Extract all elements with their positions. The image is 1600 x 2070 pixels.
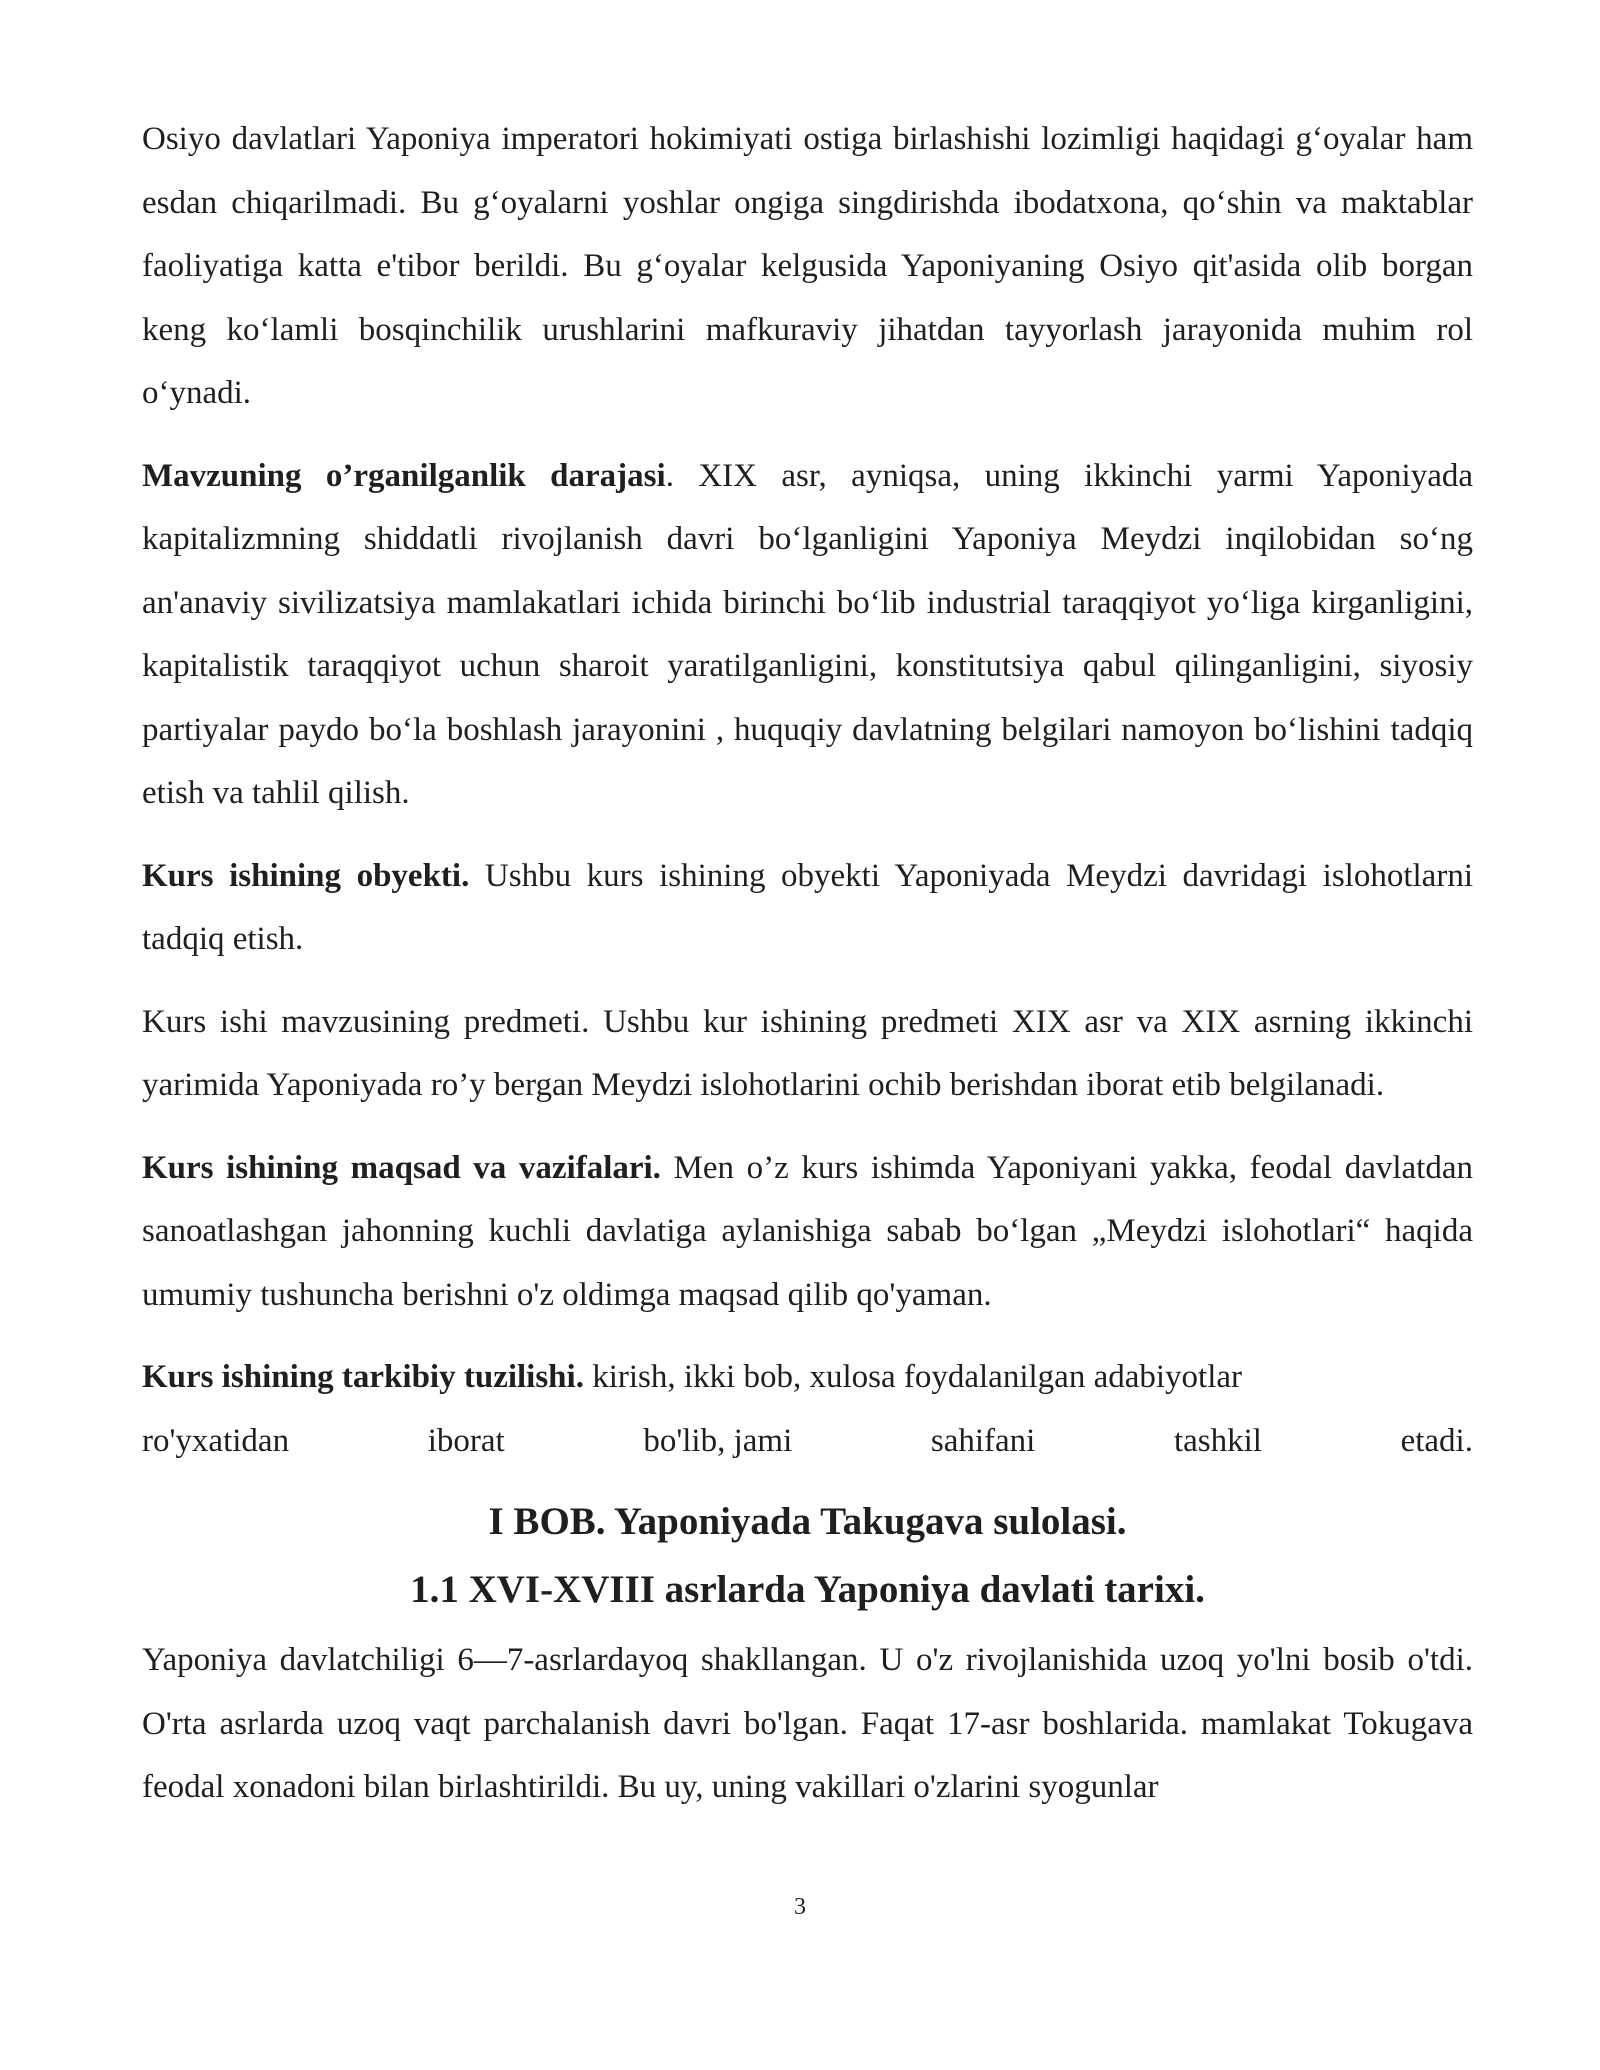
paragraph-heading-structure: Kurs ishining tarkibiy tuzilishi. xyxy=(142,1359,584,1395)
structure-word: ro'yxatidan xyxy=(142,1422,290,1459)
paragraph-text-structure: kirish, ikki bob, xulosa foydalanilgan adabiyotlar xyxy=(583,1359,1243,1395)
paragraph-history: Yaponiya davlatchiligi 6—7-asrlardayoq shakllangan. U o'z rivojlanishida uzoq yo'lni bosib o'tdi. O'rta asrlarda uzoq vaqt parchalanish davri bo'lgan. Faqat 17-asr boshlarida. mamlakat Tokugava feodal xonadoni bilan birlashtirildi. Bu uy, uning vakillari o'zlarini syogunlar xyxy=(142,1642,1473,1805)
paragraph-structure xyxy=(142,1346,1473,1410)
paragraph-structure-last-line xyxy=(142,1410,1473,1474)
paragraph-object xyxy=(142,845,1473,972)
paragraph-text-object: Ushbu kurs ishining obyekti Yaponiyada Meydzi davridagi islohotlarni tadqiq etish. xyxy=(142,857,1473,957)
paragraph-text-goals: Men o’z kurs ishimda Yaponiyani yakka, feodal davlatdan sanoatlashgan jahonning kuchli davlatiga aylanishiga sabab bo‘lgan „Meydzi islohotlari“ haqida umumiy tushuncha berishni o'z oldimga maqsad qilib qo'yaman. xyxy=(142,1149,1473,1313)
page-body xyxy=(142,108,1473,1820)
paragraph-heading-object: Kurs ishining obyekti. xyxy=(142,857,470,894)
paragraph-intro: Osiyo davlatlari Yaponiya imperatori hokimiyati ostiga birlashishi lozimligi haqidagi g‘oyalar ham esdan chiqarilmadi. Bu g‘oyalarni yoshlar ongiga singdirishda ibodatxona, qo‘shin va maktablar faoliyatiga katta e'tibor berildi. Bu g‘oyalar kelgusida Yaponiyaning Osiyo qit'asida olib borgan keng ko‘lamli bosqinchilik urushlarini mafkuraviy jihatdan tayyorlash jarayonida muhim rol o‘ynadi. xyxy=(142,121,1473,411)
structure-word: tashkil xyxy=(1173,1422,1262,1459)
page-number: 3 xyxy=(794,1894,806,1920)
paragraph-text-study-level: . XIX asr, ayniqsa, uning ikkinchi yarmi Yaponiyada kapitalizmning shiddatli rivojlanish davri bo‘lganligini Yaponiya Meydzi inqilobidan so‘ng an'anaviy sivilizatsiya mamlakatlari ichida birinchi bo‘lib industrial taraqqiyot yo‘liga kirganligini, kapitalistik taraqqiyot uchun sharoit yaratilganligini, konstitutsiya qabul qilinganligini, siyosiy partiyalar paydo bo‘la boshlash jarayonini , huquqiy davlatning belgilari namoyon bo‘lishini tadqiq etish va tahlil qilish. xyxy=(142,457,1474,811)
structure-word: iborat xyxy=(427,1422,505,1459)
paragraph-subject: Kurs ishi mavzusining predmeti. Ushbu kur ishining predmeti XIX asr va XIX asrning ikkinchi yarimida Yaponiyada ro’y bergan Meydzi islohotlarini ochib berishdan iborat etib belgilanadi. xyxy=(142,1003,1473,1103)
structure-word: sahifani xyxy=(930,1422,1036,1459)
paragraph-heading-study-level: Mavzuning o’rganilganlik darajasi xyxy=(142,457,666,494)
structure-word: bo'lib, jami xyxy=(643,1422,793,1459)
paragraph-heading-goals: Kurs ishining maqsad va vazifalari. xyxy=(142,1149,661,1186)
section-heading: 1.1 XVI-XVIII asrlarda Yaponiya davlati tarixi. xyxy=(410,1568,1205,1611)
paragraph-goals xyxy=(142,1137,1473,1328)
structure-word: etadi. xyxy=(1400,1422,1473,1459)
paragraph-study-level xyxy=(142,445,1473,826)
chapter-heading: I BOB. Yaponiyada Takugava sulolasi. xyxy=(488,1500,1127,1543)
